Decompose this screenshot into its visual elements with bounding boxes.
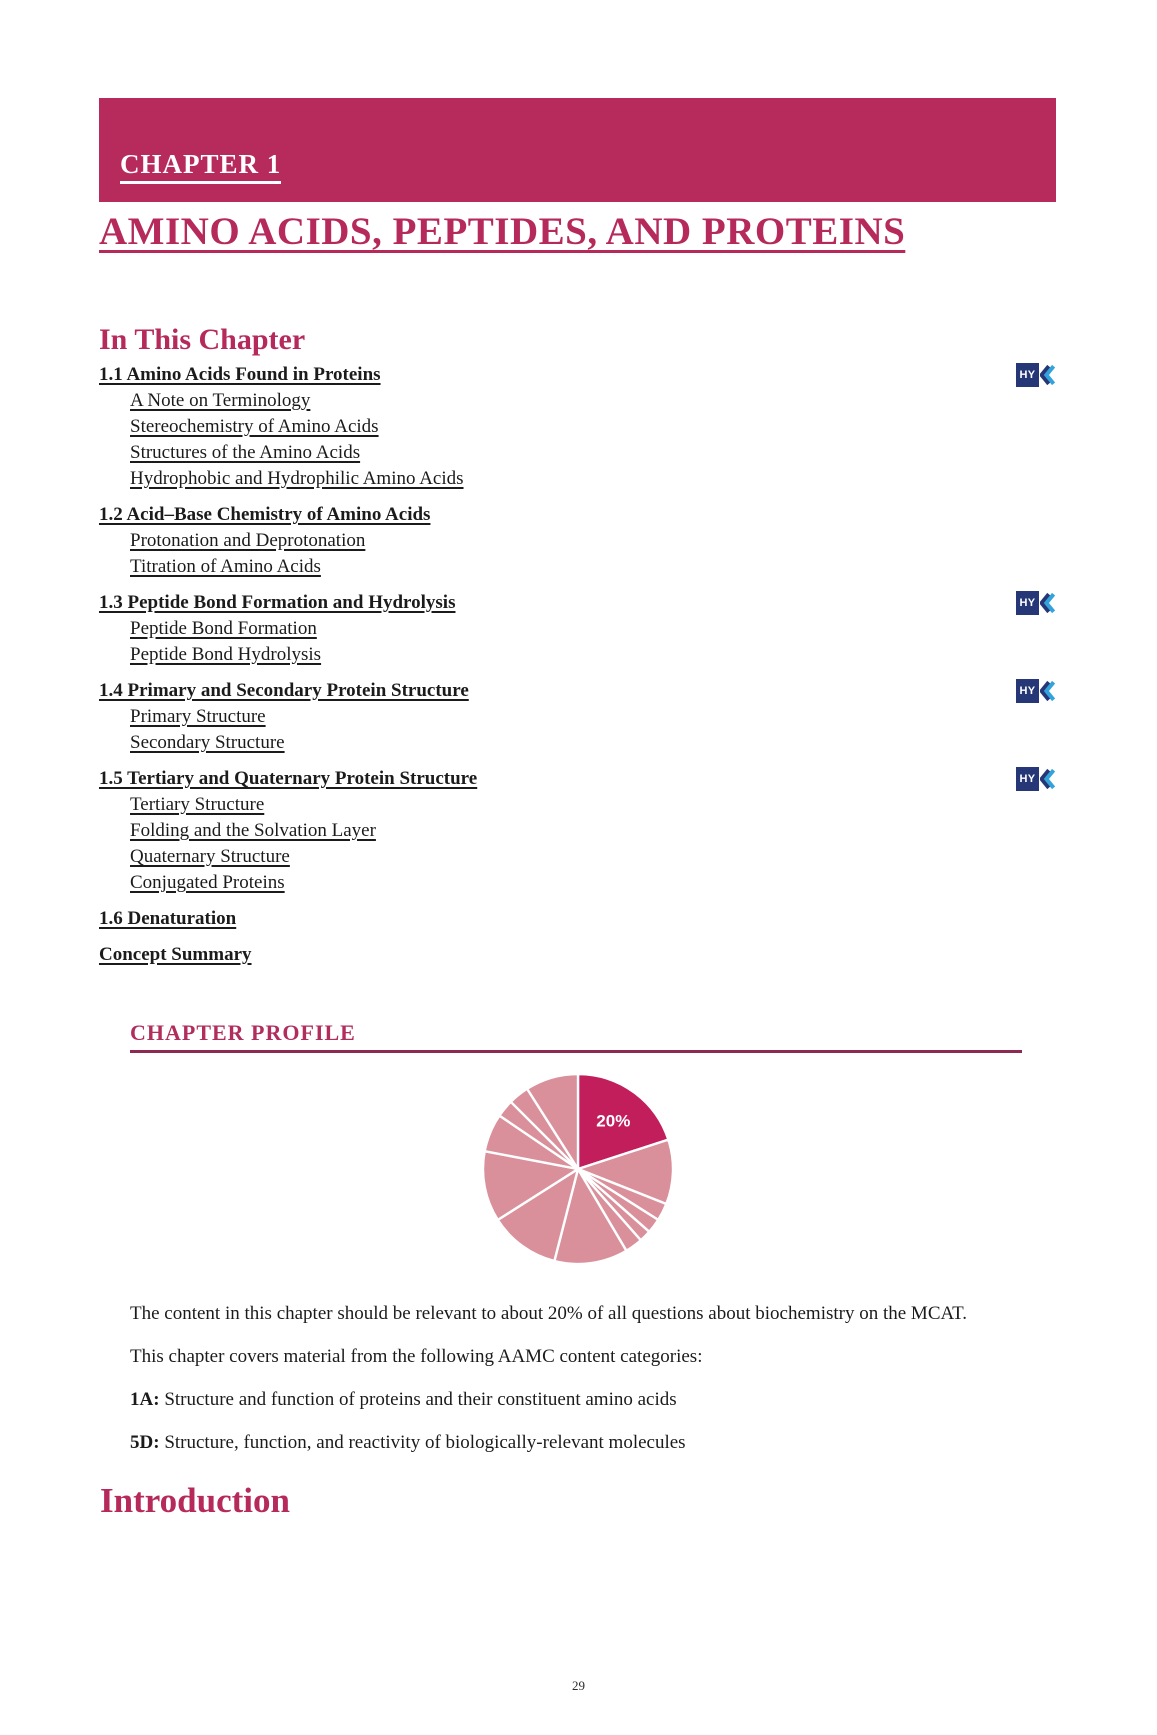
high-yield-badge	[1016, 590, 1056, 616]
category-item	[130, 1431, 1056, 1455]
toc-subsection-label[interactable]: Hydrophobic and Hydrophilic Amino Acids	[130, 468, 464, 489]
toc-group	[99, 590, 1056, 668]
hy-chevron-icon	[1040, 590, 1056, 616]
toc-subsection-link[interactable]	[99, 818, 1056, 844]
category-description: Structure and function of proteins and their constituent amino acids	[164, 1389, 677, 1410]
toc-section-link[interactable]	[99, 502, 1056, 528]
category-item	[130, 1388, 1056, 1412]
toc-section-link[interactable]	[99, 906, 1056, 932]
toc-section-label[interactable]: 1.4 Primary and Secondary Protein Structure	[99, 680, 469, 701]
toc-section-label[interactable]: 1.1 Amino Acids Found in Proteins	[99, 364, 381, 385]
category-code: 5D:	[130, 1432, 160, 1453]
pie-highlight-label: 20%	[595, 1111, 630, 1131]
toc-section-link[interactable]	[99, 362, 1056, 388]
toc-section-label[interactable]: 1.2 Acid–Base Chemistry of Amino Acids	[99, 504, 431, 525]
chapter-title: AMINO ACIDS, PEPTIDES, AND PROTEINS	[99, 210, 906, 253]
toc-group	[99, 942, 1056, 968]
toc-subsection-link[interactable]	[99, 440, 1056, 466]
toc-section-label[interactable]: 1.6 Denaturation	[99, 908, 237, 929]
hy-chevron-icon	[1040, 766, 1056, 792]
toc-group	[99, 766, 1056, 896]
toc-section-label[interactable]: 1.3 Peptide Bond Formation and Hydrolysis	[99, 592, 456, 613]
toc-section-link[interactable]	[99, 766, 1056, 792]
chapter-profile-text	[130, 1302, 1056, 1455]
toc-subsection-link[interactable]	[99, 466, 1056, 492]
toc-subsection-link[interactable]	[99, 414, 1056, 440]
toc-section-link[interactable]	[99, 942, 1056, 968]
chapter-profile-heading: CHAPTER PROFILE	[130, 1020, 356, 1045]
hy-badge-label: HY	[1016, 363, 1039, 387]
page-content	[99, 98, 1056, 1523]
hy-chevron-icon	[1040, 362, 1056, 388]
toc-subsection-link[interactable]	[99, 730, 1056, 756]
toc-subsection-link[interactable]	[99, 616, 1056, 642]
introduction-heading: Introduction	[100, 1481, 290, 1520]
toc-group	[99, 362, 1056, 492]
chapter-banner-label: CHAPTER 1	[120, 151, 281, 184]
in-this-chapter-heading: In This Chapter	[99, 323, 306, 356]
toc-subsection-link[interactable]	[99, 844, 1056, 870]
toc-subsection-label[interactable]: Stereochemistry of Amino Acids	[130, 416, 379, 437]
chapter-banner	[99, 98, 1056, 202]
toc-subsection-link[interactable]	[99, 870, 1056, 896]
toc-group	[99, 906, 1056, 932]
toc-subsection-label[interactable]: A Note on Terminology	[130, 390, 311, 411]
toc-subsection-label[interactable]: Primary Structure	[130, 706, 266, 727]
toc-subsection-label[interactable]: Peptide Bond Hydrolysis	[130, 644, 322, 665]
categories-intro-paragraph: This chapter covers material from the following AAMC content categories:	[130, 1346, 703, 1367]
toc-list	[99, 362, 1056, 968]
toc-group	[99, 502, 1056, 580]
category-description: Structure, function, and reactivity of biologically-relevant molecules	[164, 1432, 686, 1453]
toc-subsection-label[interactable]: Quaternary Structure	[130, 846, 290, 867]
category-code: 1A:	[130, 1389, 160, 1410]
toc-section-link[interactable]	[99, 678, 1056, 704]
hy-badge-label: HY	[1016, 679, 1039, 703]
chapter-profile-pie	[480, 1071, 676, 1267]
toc-subsection-label[interactable]: Peptide Bond Formation	[130, 618, 317, 639]
toc-subsection-link[interactable]	[99, 528, 1056, 554]
toc-subsection-label[interactable]: Titration of Amino Acids	[130, 556, 321, 577]
chapter-profile-header	[130, 1020, 1022, 1053]
toc-subsection-link[interactable]	[99, 388, 1056, 414]
high-yield-badge	[1016, 766, 1056, 792]
toc-subsection-label[interactable]: Folding and the Solvation Layer	[130, 820, 376, 841]
relevance-paragraph: The content in this chapter should be relevant to about 20% of all questions about biochemistry on the MCAT.	[130, 1303, 968, 1324]
toc-subsection-link[interactable]	[99, 554, 1056, 580]
hy-badge-label: HY	[1016, 767, 1039, 791]
high-yield-badge	[1016, 678, 1056, 704]
hy-badge-label: HY	[1016, 591, 1039, 615]
toc-subsection-label[interactable]: Protonation and Deprotonation	[130, 530, 366, 551]
toc-section-link[interactable]	[99, 590, 1056, 616]
toc-subsection-label[interactable]: Conjugated Proteins	[130, 872, 285, 893]
toc-subsection-link[interactable]	[99, 704, 1056, 730]
toc-section-label[interactable]: Concept Summary	[99, 944, 252, 965]
toc-subsection-label[interactable]: Tertiary Structure	[130, 794, 265, 815]
toc-section-label[interactable]: 1.5 Tertiary and Quaternary Protein Structure	[99, 768, 478, 789]
high-yield-badge	[1016, 362, 1056, 388]
toc-subsection-label[interactable]: Secondary Structure	[130, 732, 285, 753]
toc-group	[99, 678, 1056, 756]
toc-subsection-link[interactable]	[99, 642, 1056, 668]
toc-subsection-link[interactable]	[99, 792, 1056, 818]
toc-subsection-label[interactable]: Structures of the Amino Acids	[130, 442, 361, 463]
hy-chevron-icon	[1040, 678, 1056, 704]
chapter-profile-chart-area	[99, 1071, 1056, 1272]
page-number: 29	[572, 1678, 585, 1693]
